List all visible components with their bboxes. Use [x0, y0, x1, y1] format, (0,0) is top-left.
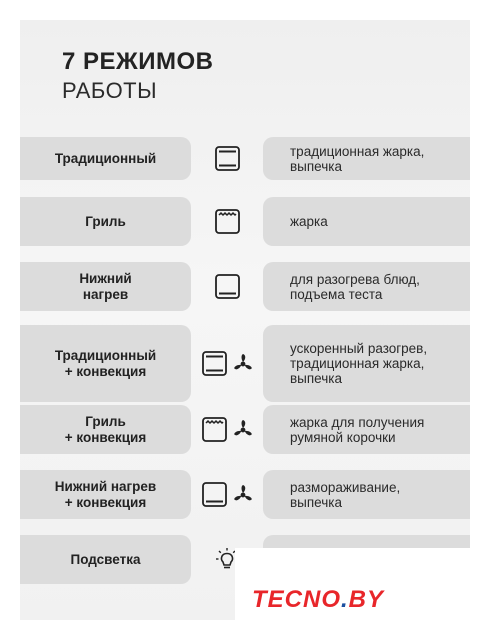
mode-description: жарка для получения румяной корочки: [290, 414, 425, 445]
mode-name: Подсветка: [70, 551, 141, 567]
mode-name-pill: [20, 197, 191, 246]
mode-icons: [191, 405, 263, 454]
mode-description: размораживание, выпечка: [290, 479, 401, 510]
mode-icons: [191, 262, 263, 311]
modes-card: [20, 20, 470, 620]
mode-name-pill: [20, 325, 191, 402]
mode-description: традиционная жарка, выпечка: [290, 143, 425, 174]
mode-row: [0, 137, 450, 180]
mode-name: Традиционный: [54, 150, 157, 166]
mode-description: для разогрева блюд, подъема теста: [290, 271, 420, 302]
mode-name-pill: [20, 535, 191, 584]
mode-row: [0, 405, 450, 454]
mode-desc-pill: [263, 197, 470, 246]
mode-desc-pill: [263, 325, 470, 402]
fan-icon: [232, 353, 254, 375]
mode-row: [0, 325, 450, 402]
title-line-1: 7 РЕЖИМОВ: [62, 48, 214, 75]
mode-name: Гриль + конвекция: [64, 413, 147, 445]
mode-icons: [191, 197, 263, 246]
oven-grill-icon: [201, 416, 228, 443]
oven-bottom-heat-icon: [214, 273, 241, 300]
mode-name-pill: [20, 262, 191, 311]
mode-name-pill: [20, 405, 191, 454]
mode-desc-pill: [263, 405, 470, 454]
mode-name: Нижний нагрев: [79, 270, 132, 302]
oven-traditional-icon: [214, 145, 241, 172]
title-line-2: РАБОТЫ: [62, 78, 158, 103]
mode-desc-pill: [263, 262, 470, 311]
oven-grill-icon: [214, 208, 241, 235]
mode-row: [0, 197, 450, 246]
mode-name: Традиционный + конвекция: [54, 347, 157, 379]
mode-description: жарка: [290, 214, 328, 229]
mode-name-pill: [20, 470, 191, 519]
mode-desc-pill: [263, 137, 470, 180]
oven-traditional-icon: [201, 350, 228, 377]
mode-icons: [191, 470, 263, 519]
mode-row: [0, 262, 450, 311]
mode-name-pill: [20, 137, 191, 180]
mode-name: Гриль: [85, 213, 126, 229]
mode-description: ускоренный разогрев, традиционная жарка, выпечка: [290, 341, 428, 386]
oven-bottom-heat-icon: [201, 481, 228, 508]
mode-name: Нижний нагрев + конвекция: [54, 478, 157, 510]
mode-icons: [191, 325, 263, 402]
mode-desc-pill: [263, 470, 470, 519]
brand-logo: TECNO.BY: [252, 586, 385, 613]
mode-row: [0, 470, 450, 519]
fan-icon: [232, 419, 254, 441]
mode-icons: [191, 137, 263, 180]
fan-icon: [232, 484, 254, 506]
